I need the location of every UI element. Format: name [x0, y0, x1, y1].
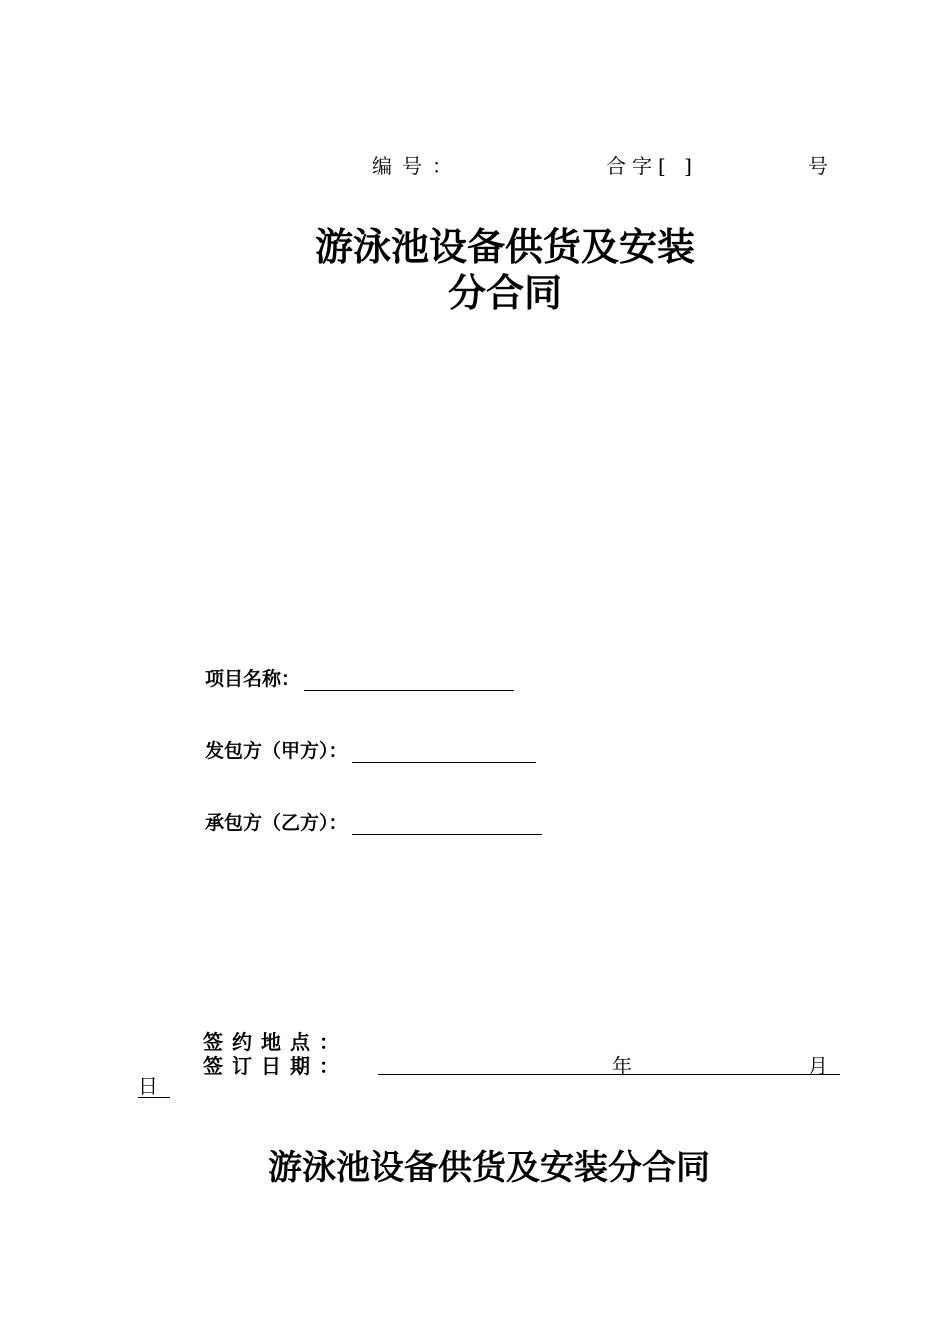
cover-title-line1: 游泳池设备供货及安装 [314, 224, 695, 269]
signing-date-month: 月 [808, 1054, 828, 1078]
signing-date-blank[interactable] [378, 1050, 840, 1075]
contract-number-label: 编号： [372, 154, 462, 178]
contract-number-suffix: 号 [808, 154, 828, 178]
cover-title-line2: 分合同 [447, 270, 562, 315]
project-name-blank[interactable] [304, 668, 514, 691]
signing-date-day: 日 [138, 1075, 170, 1098]
project-name-field [205, 664, 514, 691]
party-b-label: 承包方（乙方）： [205, 812, 348, 834]
body-title: 游泳池设备供货及安装分合同 [268, 1148, 710, 1188]
party-a-blank[interactable] [352, 740, 536, 763]
party-a-label: 发包方（甲方）： [205, 740, 348, 762]
signing-place-label: 签约地点： [203, 1030, 348, 1054]
contract-number-code: 合字[ ] [606, 154, 698, 178]
party-b-blank[interactable] [352, 812, 542, 835]
party-a-field [205, 736, 536, 763]
party-b-field [205, 808, 542, 835]
signing-date-label: 签订日期： [203, 1054, 348, 1078]
signing-date-year: 年 [612, 1054, 632, 1078]
project-name-label: 项目名称： [205, 668, 301, 690]
